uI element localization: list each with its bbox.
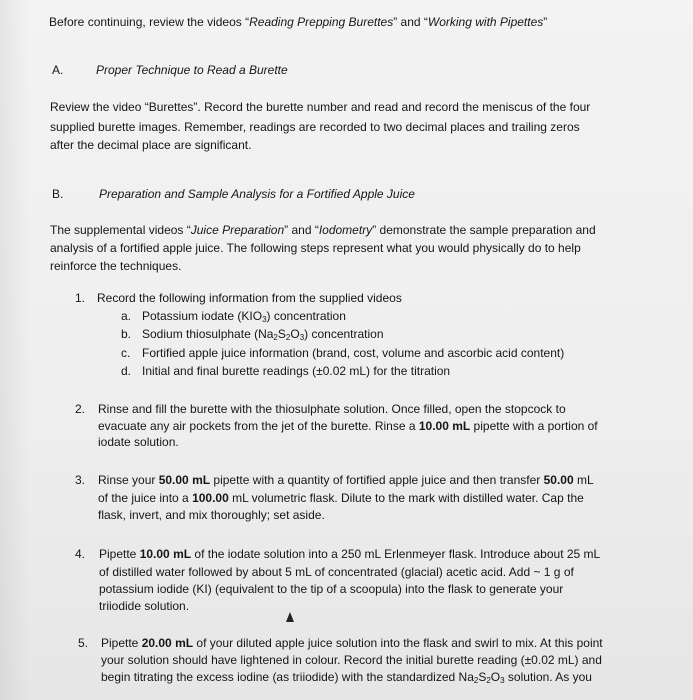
step-1d-text: Initial and final burette readings (±0.02 mL) for the titration	[142, 364, 451, 378]
step-1b-letter: b.	[121, 327, 132, 341]
step-1c-text: Fortified apple juice information (brand, cost, volume and ascorbic acid content)	[142, 346, 565, 360]
intro-line: Before continuing, review the videos “Reading Prepping Burettes” and “Working with Pipettes”	[49, 15, 548, 29]
step-1b-text: Sodium thiosulphate $(Na_2S_2O_3)$ concentration	[142, 327, 384, 342]
section-b-intro-line-2: analysis of a fortified apple juice. The following steps represent what you would physically do to help	[50, 241, 581, 255]
section-b-letter: B.	[52, 187, 64, 201]
mouse-cursor-icon	[286, 612, 294, 622]
step-2-line-3: iodate solution.	[98, 435, 179, 449]
step-4-line-2: of distilled water followed by about 5 mL of concentrated (glacial) acetic acid. Add ~ 1 g of	[99, 565, 574, 579]
step-1a-text: Potassium iodate $(KIO_3)$ concentration	[142, 309, 346, 324]
step-3-line-3: flask, invert, and mix thoroughly; set aside.	[98, 508, 325, 522]
section-a-line-2: supplied burette images. Remember, readings are recorded to two decimal places and trailing zeros	[50, 120, 580, 134]
step-4-number: 4.	[75, 547, 86, 561]
section-b-intro-line-1: The supplemental videos “Juice Preparation” and “Iodometry” demonstrate the sample preparation and	[50, 223, 596, 237]
step-3-line-1: Rinse your 50.00 mL pipette with a quantity of fortified apple juice and then transfer 50.00 mL	[98, 473, 594, 487]
step-1a-letter: a.	[121, 309, 132, 323]
step-1c-letter: c.	[121, 346, 131, 360]
step-1-number: 1.	[75, 291, 86, 305]
step-2-line-2: evacuate any air pockets from the jet of the burette. Rinse a 10.00 mL pipette with a portion of	[98, 419, 598, 433]
step-1-text: Record the following information from the supplied videos	[97, 291, 402, 305]
step-5-line-2: your solution should have lightened in colour. Record the initial burette reading (±0.02 mL) and	[101, 653, 602, 667]
step-1d-letter: d.	[121, 364, 132, 378]
step-4-line-1: Pipette 10.00 mL of the iodate solution into a 250 mL Erlenmeyer flask. Introduce about 25 mL	[99, 547, 601, 561]
section-b-title: Preparation and Sample Analysis for a Fortified Apple Juice	[99, 187, 415, 201]
step-5-line-1: Pipette 20.00 mL of your diluted apple juice solution into the flask and swirl to mix. At this point	[101, 636, 603, 650]
section-b-intro-line-3: reinforce the techniques.	[50, 259, 182, 273]
step-5-line-3: begin titrating the excess iodine (as triiodide) with the standardized $Na_2S_2O_3$ solution. As you	[101, 670, 592, 685]
step-5-number: 5.	[78, 636, 89, 650]
step-4-line-3: potassium iodide (KI) (equivalent to the tip of a scoopula) into the flask to generate your	[99, 582, 564, 596]
step-3-line-2: of the juice into a 100.00 mL volumetric flask. Dilute to the mark with distilled water. Cap the	[98, 491, 584, 505]
step-2-line-1: Rinse and fill the burette with the thiosulphate solution. Once filled, open the stopcock to	[98, 402, 566, 416]
section-a-title: Proper Technique to Read a Burette	[96, 63, 288, 77]
step-4-line-4: triiodide solution.	[99, 599, 190, 613]
step-2-number: 2.	[75, 402, 86, 416]
page-shadow	[0, 0, 30, 700]
section-a-line-3: after the decimal place are significant.	[50, 138, 252, 152]
section-a-letter: A.	[52, 63, 64, 77]
section-a-line-1: Review the video “Burettes”. Record the burette number and read and record the meniscus of the four	[50, 100, 591, 114]
step-3-number: 3.	[75, 473, 86, 487]
